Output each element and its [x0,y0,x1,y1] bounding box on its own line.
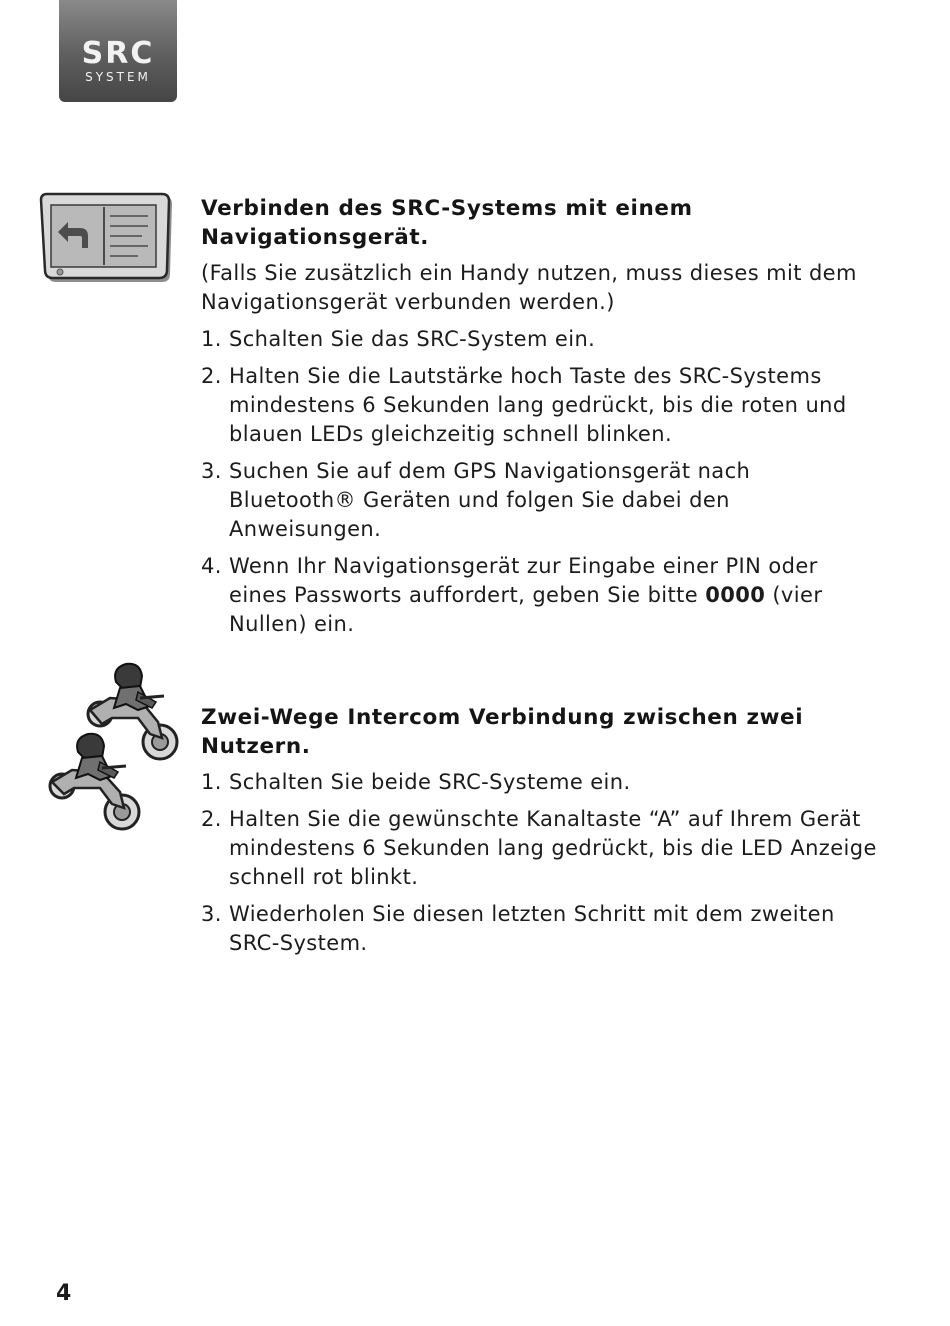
step-text [229,554,822,636]
step-text: Halten Sie die Lautstärke hoch Taste des SRC-Systems mindestens 6 Sekunden lang gedrückt, bis die roten und blauen LEDs gleichzeitig schnell blinken. [229,364,847,446]
step-number: 2. [201,364,222,388]
step-text: Wiederholen Sie diesen letzten Schritt mit dem zweiten SRC-System. [229,902,835,955]
list-item [201,457,881,544]
step-number: 4. [201,554,222,578]
list-item [201,768,881,797]
step-number: 1. [201,327,222,351]
step-number: 3. [201,459,222,483]
page-number: 4 [56,1281,72,1306]
list-item [201,362,881,449]
step-list [201,325,881,639]
step-list [201,768,881,958]
step-text: Schalten Sie beide SRC-Systeme ein. [229,770,631,794]
pin-code: 0000 [705,583,766,607]
step-text-after: (vier Nullen) ein. [229,583,823,636]
step-number: 1. [201,770,222,794]
list-item [201,900,881,958]
logo-main-text: SRC [81,36,155,71]
step-text-before: Wenn Ihr Navigationsgerät zur Eingabe einer PIN oder eines Passworts auffordert, geben Sie bitte [229,554,818,607]
section-title: Verbinden des SRC-Systems mit einem Navigationsgerät. [201,196,693,250]
step-text: Schalten Sie das SRC-System ein. [229,327,596,351]
intro-text: (Falls Sie zusätzlich ein Handy nutzen, muss dieses mit dem Navigationsgerät verbunden werden.) [201,261,857,314]
logo-sub-text: SYSTEM [85,70,151,84]
step-text: Suchen Sie auf dem GPS Navigationsgerät nach Bluetooth® Geräten und folgen Sie dabei den Anweisungen. [229,459,751,541]
section-navigation-pairing [201,194,881,647]
list-item [201,325,881,354]
list-item [201,552,881,639]
two-motorcyclists-icon [40,652,185,837]
list-item [201,805,881,892]
section-intercom-pairing [201,703,881,966]
src-system-logo [59,0,177,102]
step-text: Halten Sie die gewünschte Kanaltaste “A” auf Ihrem Gerät mindestens 6 Sekunden lang gedrückt, bis die LED Anzeige schnell rot blinkt. [229,807,877,889]
section-title: Zwei-Wege Intercom Verbindung zwischen zwei Nutzern. [201,705,804,759]
step-number: 2. [201,807,222,831]
step-number: 3. [201,902,222,926]
gps-navigation-device-icon [38,192,176,288]
